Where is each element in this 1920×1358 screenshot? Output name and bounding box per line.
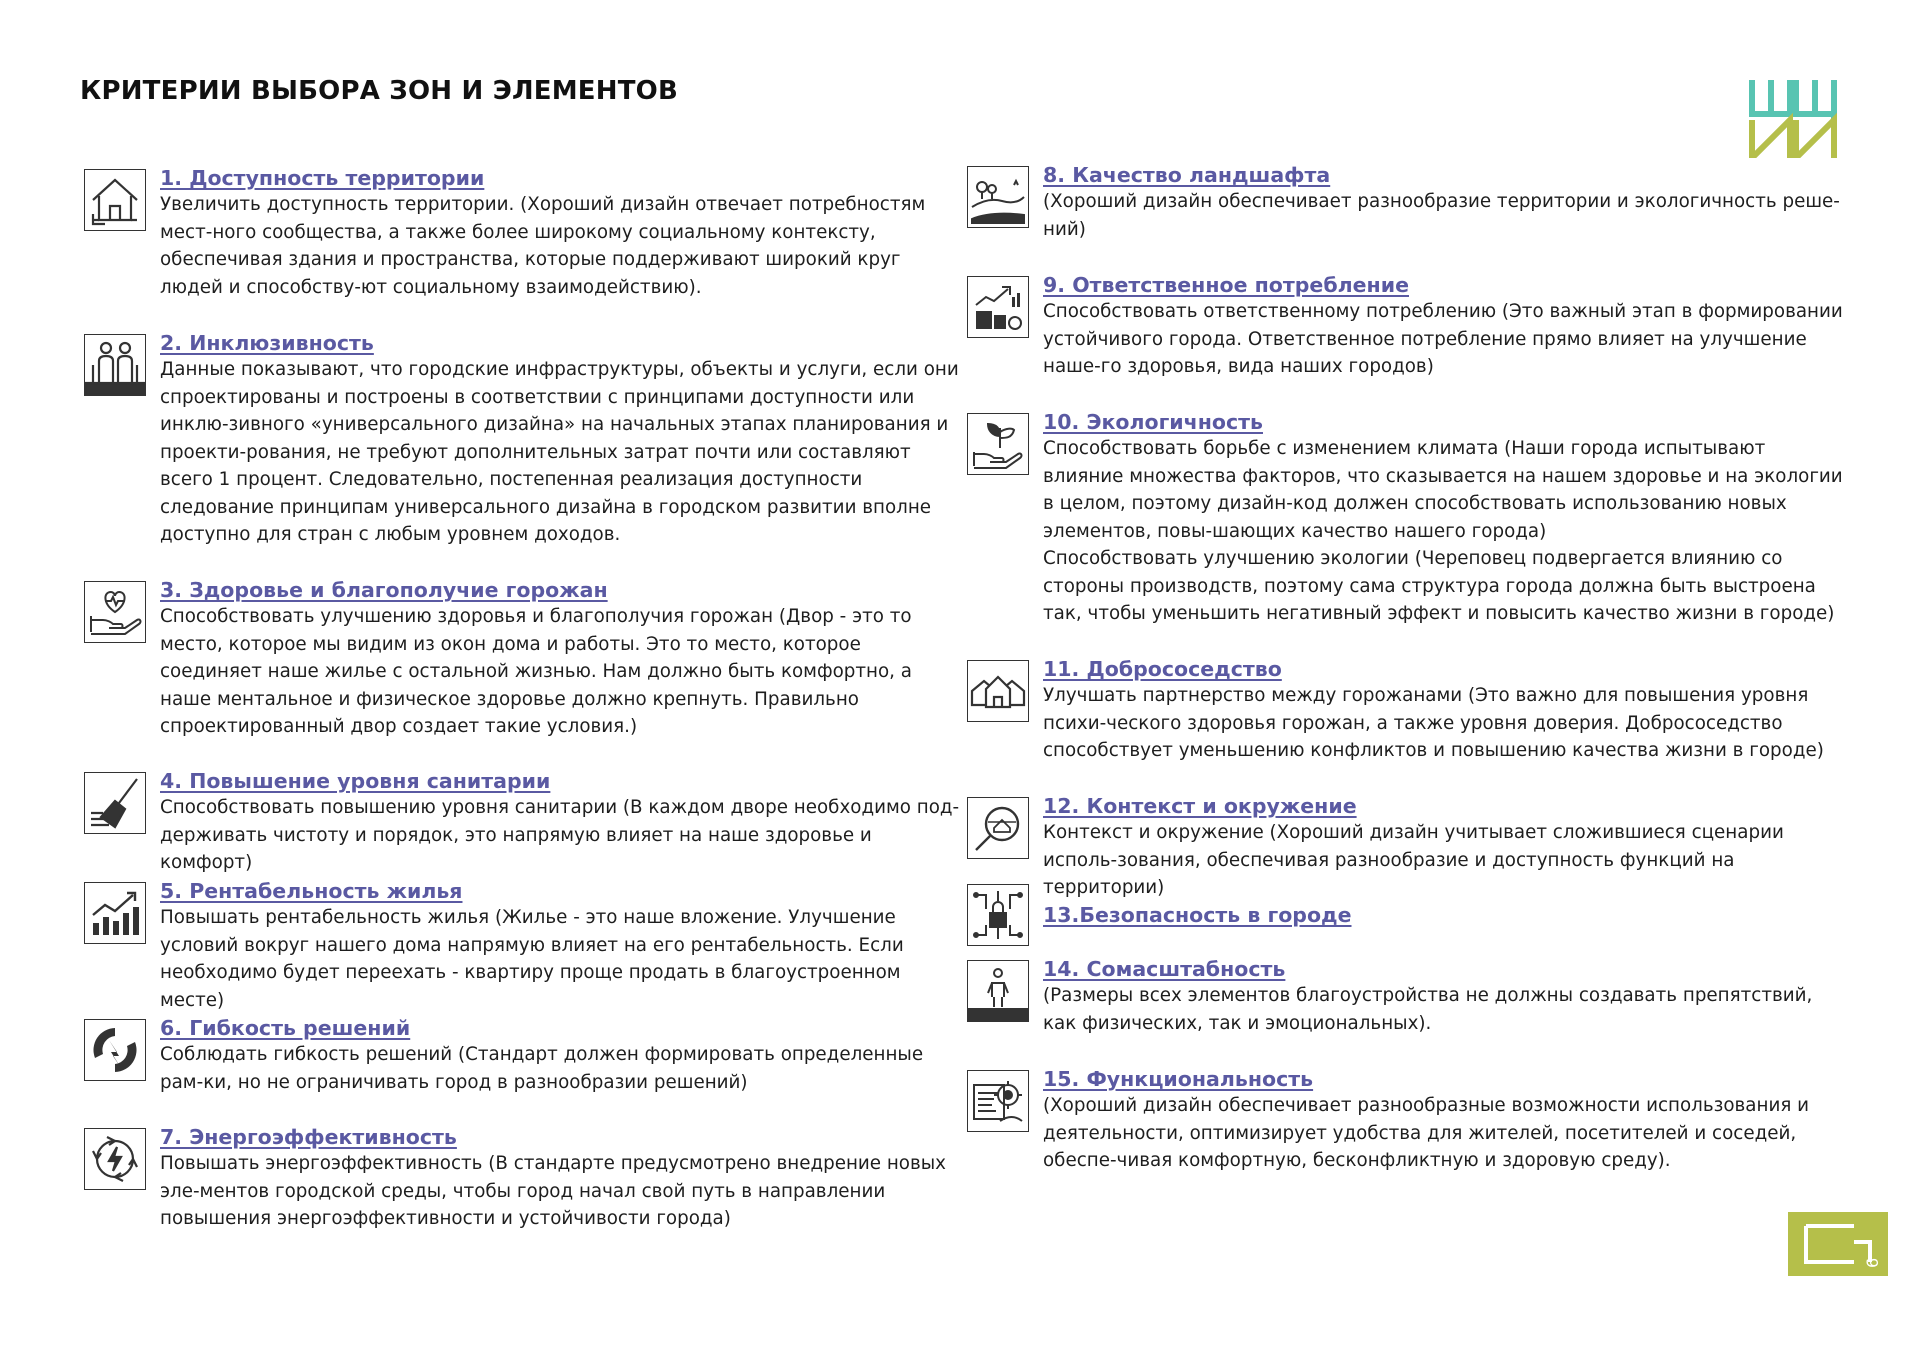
criterion-title-link[interactable]: 6. Гибкость решений: [160, 1016, 411, 1040]
people-icon: [84, 334, 146, 396]
criterion-title-link[interactable]: 8. Качество ландшафта: [1043, 163, 1331, 187]
criterion-description: (Размеры всех элементов благоустройства не должны создавать препятствий, как физических, так и эмоциональных).: [1043, 985, 1813, 1034]
criterion-description: Контекст и окружение (Хороший дизайн учитывает сложившиеся сценарии исполь-зования, обеспечивая разнообразие и доступность функций на территории): [1043, 822, 1784, 898]
flexibility-icon: [84, 1019, 146, 1081]
criterion-description: Повышать рентабельность жилья (Жилье - это наше вложение. Улучшение условий вокруг нашего дома напрямую влияет на его рентабельность. Если необходимо будет переехать - квартиру проще продать в благоустроенном месте): [160, 907, 904, 1011]
criterion-title-link[interactable]: 13.Безопасность в городе: [1043, 903, 1352, 927]
brand-logo: [1748, 80, 1838, 158]
criterion-description: Способствовать улучшению здоровья и благополучия горожан (Двор - это то место, которое мы видим из окон дома и работы. Это то место, которое соединяет наше жилье с остальной жизнью. Нам должно быть комфортно, а наше ментальное и физическое здоровье должно крепнуть. Правильно спроектированный двор создает такие условия.): [160, 606, 912, 737]
criterion-title-link[interactable]: 11. Добрососедство: [1043, 657, 1282, 681]
page-title: КРИТЕРИИ ВЫБОРА ЗОН И ЭЛЕМЕНТОВ: [80, 76, 678, 106]
landscape-icon: [967, 166, 1029, 228]
criterion-description: (Хороший дизайн обеспечивает разнообразные возможности использования и деятельности, оптимизирует удобства для жителей, посетителей и соседей, обеспе-чивая комфортную, бесконфликтную и здоровую среду).: [1043, 1095, 1810, 1171]
page-number: 6: [1863, 1257, 1882, 1268]
energy-icon: [84, 1128, 146, 1190]
eco-plant-icon: [967, 413, 1029, 475]
criterion-title-link[interactable]: 2. Инклюзивность: [160, 331, 374, 355]
context-search-icon: [967, 797, 1029, 859]
criterion-title-link[interactable]: 3. Здоровье и благополучие горожан: [160, 578, 608, 602]
criterion-title-link[interactable]: 14. Сомасштабность: [1043, 957, 1286, 981]
health-hand-icon: [84, 581, 146, 643]
criterion-title-link[interactable]: 5. Рентабельность жилья: [160, 879, 463, 903]
criterion-description: Способствовать ответственному потреблению (Это важный этап в формировании устойчивого города. Ответственное потребление прямо влияет на улучшение наше-го здоровья, вида наших городов): [1043, 301, 1843, 377]
criterion-title-link[interactable]: 15. Функциональность: [1043, 1067, 1314, 1091]
criterion-title-link[interactable]: 9. Ответственное потребление: [1043, 273, 1409, 297]
criterion-title-link[interactable]: 1. Доступность территории: [160, 166, 485, 190]
criterion-description: Способствовать борьбе с изменением климата (Наши города испытывают влияние множества факторов, что сказывается на нашем здоровье и на экологии в целом, поэтому дизайн-код должен способствовать использованию новых элементов, повы-шающих качество нашего города) Способствовать улучшению экологии (Череповец подвергается влиянию со стороны производств, поэтому сама структура города должна быть выстроена так, чтобы уменьшить негативный эффект и повысить качество жизни в городе): [1043, 438, 1843, 624]
security-lock-icon: [967, 884, 1029, 946]
criterion-description: (Хороший дизайн обеспечивает разнообразие территории и экологичность реше-ний): [1043, 191, 1840, 240]
criterion-description: Способствовать повышению уровня санитарии (В каждом дворе необходимо под-держивать чистоту и порядок, это напрямую влияет на наше здоровье и комфорт): [160, 797, 960, 873]
criterion-title-link[interactable]: 4. Повышение уровня санитарии: [160, 769, 551, 793]
neighbourhood-icon: [967, 660, 1029, 722]
page-number-badge: [1788, 1212, 1888, 1276]
criterion-title-link[interactable]: 10. Экологичность: [1043, 410, 1263, 434]
person-scale-icon: [967, 960, 1029, 1022]
criterion-title-link[interactable]: 7. Энергоэффективность: [160, 1125, 457, 1149]
criterion-description: Данные показывают, что городские инфраструктуры, объекты и услуги, если они спроектированы и построены в соответствии с принципами доступности или инклю-зивного «универсального дизайна» на начальных этапах планирования и проекти-рования, не требуют дополнительных затрат почти или составляют всего 1 процент. Следовательно, постепенная реализация доступности следование принципам универсального дизайна в городском развитии вполне доступно для стран с любым уровнем доходов.: [160, 359, 959, 545]
growth-chart-icon: [84, 882, 146, 944]
criterion-description: Улучшать партнерство между горожанами (Это важно для повышения уровня психи-ческого здоровья горожан, а также уровня доверия. Добрососедство способствует уменьшению конфликтов и повышению качества жизни в городе): [1043, 685, 1824, 761]
house-plan-icon: [84, 169, 146, 231]
consumption-icon: [967, 276, 1029, 338]
criterion-description: Повышать энергоэффективность (В стандарте предусмотрено внедрение новых эле-ментов городской среды, чтобы город начал свой путь в направлении повышения энергоэффективности и устойчивости города): [160, 1153, 946, 1229]
criterion-title-link[interactable]: 12. Контекст и окружение: [1043, 794, 1357, 818]
broom-icon: [84, 772, 146, 834]
criterion-description: Увеличить доступность территории. (Хороший дизайн отвечает потребностям мест-ного сообщества, а также более широкому социальному контексту, обеспечивая здания и пространства, которые поддерживают широкий круг людей и способству-ют социальному взаимодействию).: [160, 194, 926, 298]
functionality-icon: [967, 1070, 1029, 1132]
criterion-description: Соблюдать гибкость решений (Стандарт должен формировать определенные рам-ки, но не ограничивать город в разнообразии решений): [160, 1044, 924, 1093]
